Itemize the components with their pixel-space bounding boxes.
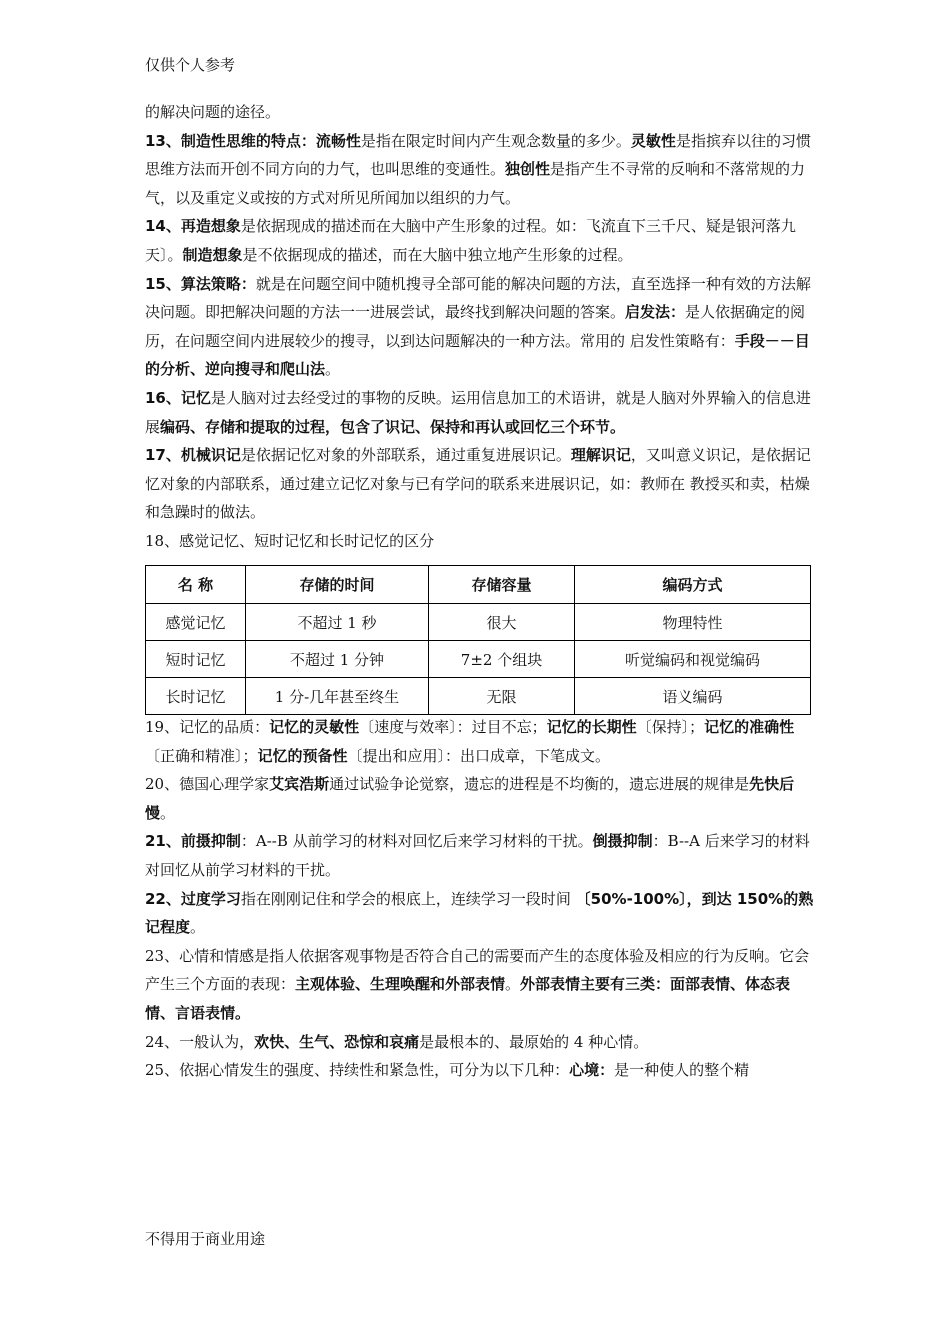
table-row <box>146 641 811 678</box>
text: 24、一般认为， <box>145 1032 255 1051</box>
text: 〔正确和精准〕； <box>145 746 258 765</box>
term-fast-then-slow: 先快后慢 <box>145 775 795 822</box>
text: 是最根本的、最原始的 4 种心情。 <box>419 1032 649 1051</box>
table-cell: 7±2 个组块 <box>429 641 575 678</box>
term-algorithm-strategy: 算法策略： <box>180 274 256 293</box>
text: 是指摈弃以往的习惯思维方法而开创不同方向的力气，也叫思维的变通性。 <box>145 131 811 179</box>
page-header: 仅供个人参考 <box>145 56 236 74</box>
text: 。 <box>190 918 206 937</box>
main-text-bottom <box>145 713 815 1085</box>
text: 是依据记忆对象的外部联系，通过重复进展识记。 <box>240 446 571 465</box>
table-row <box>146 678 811 715</box>
table-cell: 无限 <box>429 678 575 715</box>
column-header: 名 称 <box>146 566 246 604</box>
term-reproductive-imagination: 再造想象 <box>180 217 241 236</box>
item-number: 14、 <box>145 217 181 236</box>
text: 就是在问题空间中随机搜寻全部可能的解决问题的方法，直至选择一种有效的方法解决问题。即把解决问题的方法一一进展尝试，最终找到解决问题的答案。 <box>145 274 811 322</box>
paragraph-continuation <box>145 98 815 127</box>
term-memory-process: 编码、存储和提取的过程，包含了识记、保持和再认或回忆三个环节。 <box>160 417 626 436</box>
text: 23、心情和情感是指人依据客观事物是否符合自己的需要而产生的态度体验及相应的行为反响。它会产生三个方面的表现： <box>145 946 810 994</box>
paragraph-19 <box>145 713 815 770</box>
table-cell: 听觉编码和视觉编码 <box>575 641 811 678</box>
table-cell: 物理特性 <box>575 604 811 641</box>
table-cell: 感觉记忆 <box>146 604 246 641</box>
text: 19、记忆的品质： <box>145 718 270 736</box>
text: 是依据现成的描述而在大脑中产生形象的过程。如：飞流直下三千尺、疑是银河落九天〕。 <box>145 217 796 264</box>
text: 〔保持〕； <box>636 718 705 736</box>
term-overlearning: 过度学习 <box>180 889 241 908</box>
text: 是指在限定时间内产生观念数量的多少。 <box>360 131 631 150</box>
term-heuristic: 启发法： <box>625 303 686 322</box>
item-number: 22、 <box>145 889 181 908</box>
text: 是指产生不寻常的反响和不落常规的力气，以及重定义或按的方式对所见所闻加以组织的力气。 <box>145 160 806 207</box>
term-ebbinghaus: 艾宾浩斯 <box>269 775 330 794</box>
memory-comparison-table <box>145 565 811 715</box>
item-number: 15、 <box>145 274 181 293</box>
text: 指在刚刚记住和学会的根底上，连续学习一段时间 <box>240 889 576 908</box>
item-number: 21、 <box>145 832 181 851</box>
item-number: 16、 <box>145 388 181 407</box>
term-creative-imagination: 制造想象 <box>182 245 243 264</box>
term-proactive-inhibition: 前摄抑制 <box>180 832 241 851</box>
table-caption: 18、感觉记忆、短时记忆和长时记忆的区分 <box>145 531 435 550</box>
table-row <box>146 604 811 641</box>
term-external-expressions: 外部表情主要有三类：面部表情、体态表情、言语表情。 <box>145 975 791 1022</box>
paragraph-17 <box>145 441 815 527</box>
text: 是不依据现成的描述，而在大脑中独立地产生形象的过程。 <box>242 245 633 264</box>
text: 。 <box>160 803 176 822</box>
paragraph-23 <box>145 942 815 1028</box>
table-cell: 长时记忆 <box>146 678 246 715</box>
paragraph-18 <box>145 527 815 555</box>
text: 。 <box>505 975 521 994</box>
table-cell: 不超过 1 分钟 <box>246 641 429 678</box>
term-overlearning-degree: 〔50%-100%〕，到达 150%的熟记程度 <box>145 889 814 937</box>
table-cell: 不超过 1 秒 <box>246 604 429 641</box>
term-rote-memorization: 机械识记 <box>180 446 241 465</box>
text: 是一种使人的整个精 <box>614 1061 750 1080</box>
term-emotion-expressions: 主观体验、生理唤醒和外部表情 <box>295 975 506 994</box>
main-text-top <box>145 98 815 555</box>
table-header-row <box>146 566 811 604</box>
item-number: 13、制造性思维的特点： <box>145 131 316 150</box>
term-flexibility: 灵敏性 <box>630 131 676 150</box>
text: 〔提出和应用〕：出口成章，下笔成文。 <box>347 746 611 765</box>
term-memory-accuracy: 记忆的准确性 <box>704 718 795 736</box>
term-meaningful-memorization: 理解识记 <box>570 446 631 465</box>
term-fluency: 流畅性 <box>315 131 361 150</box>
text: 25、依据心情发生的强度、持续性和紧急性，可分为以下几种： <box>145 1061 570 1080</box>
text: 。 <box>325 360 341 379</box>
text: 通过试验争论觉察，遗忘的进程是不均衡的，遗忘进展的规律是 <box>329 775 750 794</box>
text: 20、德国心理学家 <box>145 775 270 794</box>
page-footer: 不得用于商业用途 <box>145 1230 266 1248</box>
paragraph-16 <box>145 384 815 441</box>
column-header: 存储的时间 <box>246 566 429 604</box>
paragraph-15 <box>145 270 815 384</box>
paragraph-22 <box>145 885 815 942</box>
table-cell: 1 分-几年甚至终生 <box>246 678 429 715</box>
column-header: 编码方式 <box>575 566 811 604</box>
term-memory-durability: 记忆的长期性 <box>546 718 637 736</box>
column-header: 存储容量 <box>429 566 575 604</box>
term-mood: 心境： <box>569 1061 615 1080</box>
term-memory-agility: 记忆的灵敏性 <box>269 718 360 736</box>
term-originality: 独创性 <box>505 160 551 179</box>
term-retroactive-inhibition: 倒摄抑制 <box>592 832 653 851</box>
text: 是人依据确定的阅历，在问题空间内进展较少的搜寻，以到达问题解决的一种方法。常用的 启发性策略有： <box>145 303 806 350</box>
paragraph-21 <box>145 827 815 884</box>
table-cell: 语义编码 <box>575 678 811 715</box>
paragraph-24 <box>145 1028 815 1057</box>
item-number: 17、 <box>145 446 181 465</box>
text: 是人脑对过去经受过的事物的反映。运用信息加工的术语讲，就是人脑对外界输入的信息进展 <box>145 388 811 436</box>
table-cell: 很大 <box>429 604 575 641</box>
paragraph-20 <box>145 770 815 827</box>
table-cell: 短时记忆 <box>146 641 246 678</box>
term-basic-emotions: 欢快、生气、恐惊和哀痛 <box>254 1032 420 1051</box>
text: ：A--B 从前学习的材料对回忆后来学习材料的干扰。 <box>240 832 593 851</box>
term-heuristic-strategies: 手段－－目的分析、逆向搜寻和爬山法 <box>145 331 810 379</box>
paragraph-13 <box>145 127 815 213</box>
term-memory-readiness: 记忆的预备性 <box>257 746 348 765</box>
text: ，又叫意义识记，是依据记忆对象的内部联系，通过建立记忆对象与已有学问的联系来进展识记，如：教师在 教授买和卖，枯燥和急躁时的做法。 <box>145 446 811 522</box>
text: ：B--A 后来学习的材料对回忆从前学习材料的干扰。 <box>145 832 810 879</box>
text: 〔速度与效率〕：过目不忘； <box>359 718 547 736</box>
paragraph-14 <box>145 212 815 269</box>
paragraph-25 <box>145 1056 815 1085</box>
term-memory: 记忆 <box>180 388 211 407</box>
text: 的解决问题的途径。 <box>145 103 281 121</box>
